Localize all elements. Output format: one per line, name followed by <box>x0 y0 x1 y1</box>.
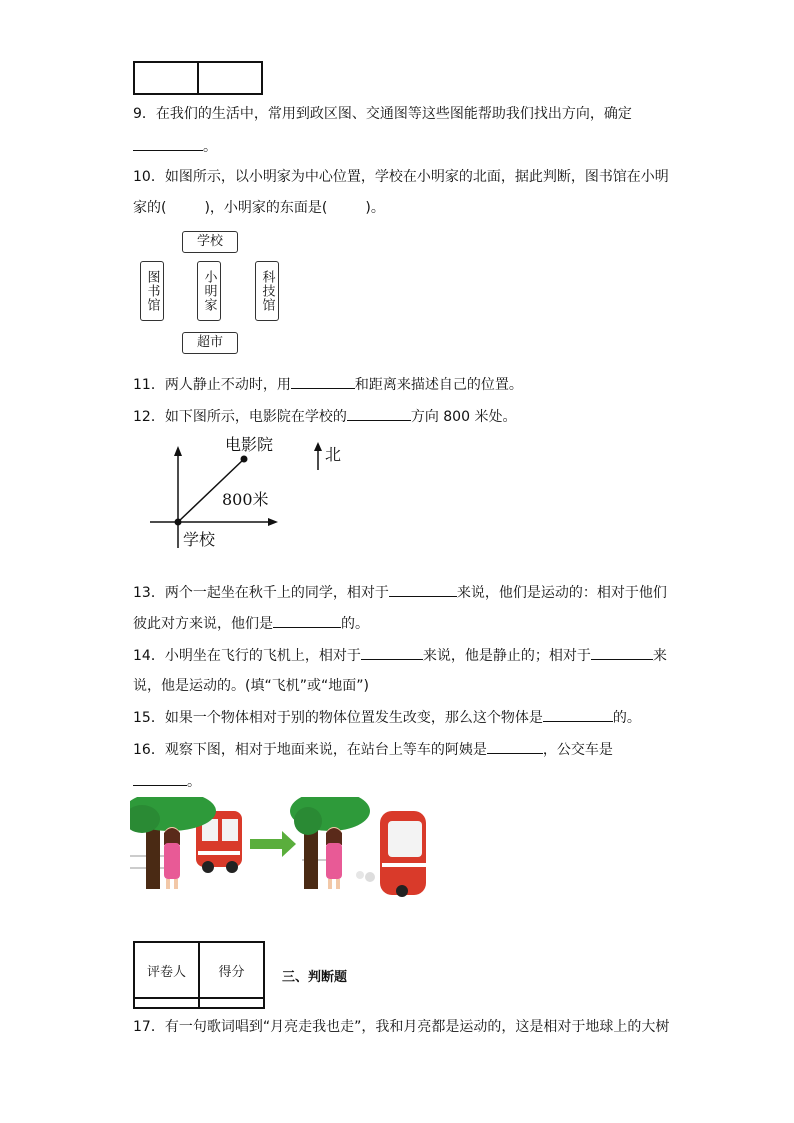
label-cinema: 电影院 <box>225 435 274 454</box>
question-9: 9．在我们的生活中，常用到政区图、交通图等这些图能帮助我们找出方向，确定 <box>133 106 632 122</box>
answer-blank[interactable] <box>389 582 457 597</box>
cinema-point <box>241 456 248 463</box>
question-17: 17．有一句歌词唱到“月亮走我也走”，我和月亮都是运动的，这是相对于地球上的大树 <box>133 1019 670 1035</box>
answer-blank[interactable] <box>361 645 423 660</box>
school-point <box>175 519 182 526</box>
grade-table <box>133 941 265 1009</box>
scene-after <box>290 797 426 897</box>
answer-blank[interactable] <box>291 374 355 389</box>
question-9-answer: 。 <box>133 136 217 157</box>
box-science: 科技馆 <box>255 261 279 321</box>
score-table-top <box>133 61 263 95</box>
label-north: 北 <box>325 445 342 464</box>
answer-blank[interactable] <box>273 613 341 628</box>
box-market: 超市 <box>182 332 238 354</box>
label-school: 学校 <box>183 530 216 549</box>
question-15: 15．如果一个物体相对于别的物体位置发生改变，那么这个物体是 的。 <box>133 707 641 728</box>
answer-blank[interactable] <box>543 707 613 722</box>
question-16: 16．观察下图，相对于地面来说，在站台上等车的阿姨是 ，公交车是 <box>133 739 613 760</box>
y-arrow-head <box>174 446 182 456</box>
question-13: 13．两个一起坐在秋千上的同学，相对于 来说，他们是运动的：相对于他们 <box>133 582 667 603</box>
answer-blank[interactable] <box>133 136 203 151</box>
box-library: 图书馆 <box>140 261 164 321</box>
answer-blank[interactable] <box>133 771 187 786</box>
reviewer-cell[interactable] <box>134 998 199 1008</box>
bus-stop-illustration <box>130 797 426 897</box>
box-home: 小明家 <box>197 261 221 321</box>
score-header: 得分 <box>199 942 264 998</box>
score-cell[interactable] <box>199 998 264 1008</box>
question-14: 14．小明坐在飞行的飞机上，相对于 来说，他是静止的；相对于 来 <box>133 645 667 666</box>
question-12: 12．如下图所示，电影院在学校的 方向 800 米处。 <box>133 406 516 427</box>
section-title: 三、判断题 <box>282 970 348 985</box>
question-16-line2: 。 <box>133 771 201 792</box>
question-13-line2: 彼此对方来说，他们是 的。 <box>133 613 369 634</box>
question-11: 11．两人静止不动时，用 和距离来描述自己的位置。 <box>133 374 523 395</box>
question-14-line2: 说，他是运动的。(填“飞机”或“地面”) <box>133 678 369 694</box>
scene-before <box>130 797 242 889</box>
answer-blank[interactable] <box>591 645 653 660</box>
north-arrow-head <box>314 442 322 451</box>
arrow-icon <box>250 831 296 857</box>
question-10-line2: 家的( )，小明家的东面是( )。 <box>133 200 385 216</box>
x-arrow-head <box>268 518 278 526</box>
box-school: 学校 <box>182 231 238 253</box>
question-10: 10．如图所示，以小明家为中心位置，学校在小明家的北面，据此判断，图书馆在小明 <box>133 169 669 185</box>
reviewer-header: 评卷人 <box>134 942 199 998</box>
label-distance: 800米 <box>222 490 269 509</box>
answer-blank[interactable] <box>487 739 543 754</box>
answer-blank[interactable] <box>347 406 411 421</box>
